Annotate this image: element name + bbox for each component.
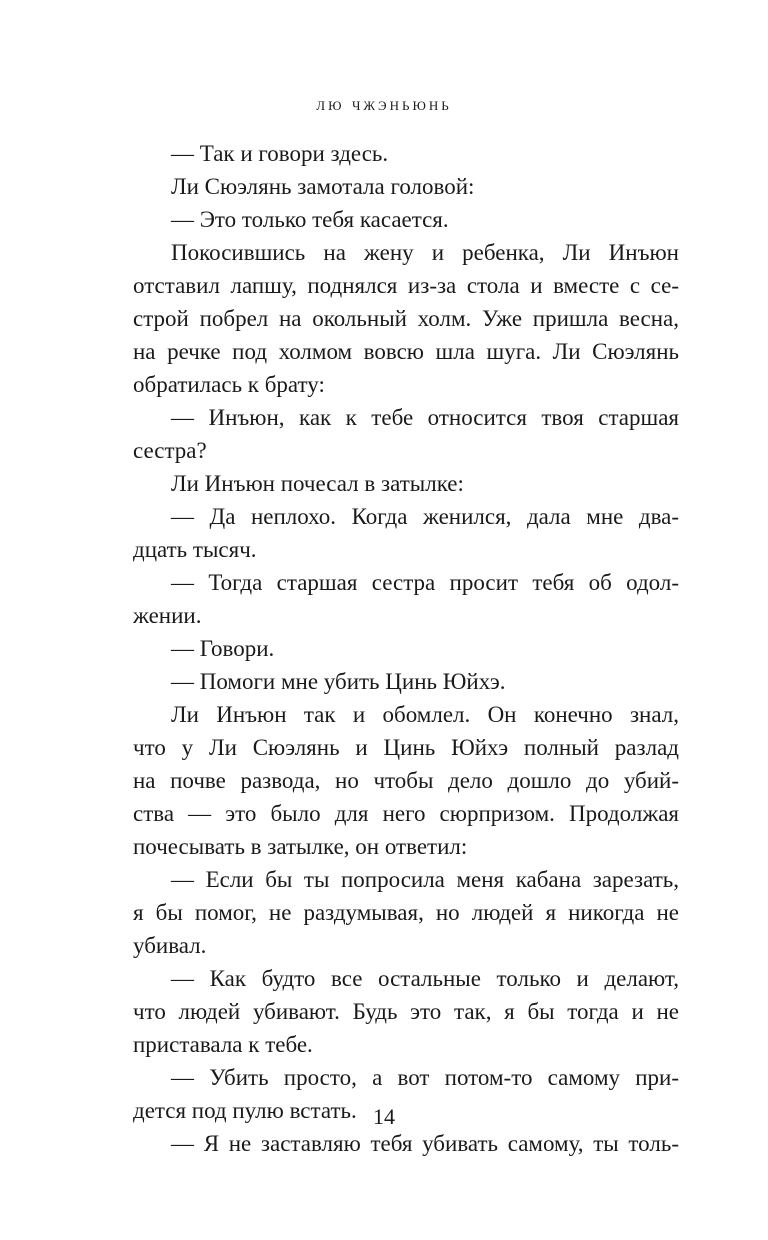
text-line: сестра? <box>133 438 207 463</box>
text-line: — Говори. <box>171 636 275 661</box>
page-number: 14 <box>373 1104 395 1129</box>
text-line: — Это только тебя касается. <box>171 207 449 232</box>
text-line: ства — это было для него сюрпризом. Продолжая <box>133 801 679 826</box>
text-line: убивал. <box>133 933 207 958</box>
text-line: Покосившись на жену и ребенка, Ли Инъюн <box>171 240 679 265</box>
text-line: — Убить просто, а вот потом-то самому при- <box>171 1065 679 1090</box>
text-line: — Инъюн, как к тебе относится твоя старшая <box>171 405 679 430</box>
text-line: почесывать в затылке, он ответил: <box>133 834 468 859</box>
running-head: лю чжэньюнь <box>316 94 452 114</box>
text-line: строй побрел на окольный холм. Уже пришла весна, <box>133 306 679 331</box>
text-line: жении. <box>133 603 202 628</box>
body-text <box>133 137 679 1160</box>
text-line: приставала к тебе. <box>133 1032 313 1057</box>
text-line: что людей убивают. Будь это так, я бы тогда и не <box>133 999 679 1024</box>
text-line: Ли Инъюн так и обомлел. Он конечно знал, <box>171 702 679 727</box>
text-line: на речке под холмом вовсю шла шуга. Ли Сюэлянь <box>133 339 679 364</box>
text-line: отставил лапшу, поднялся из-за стола и вместе с се- <box>133 273 679 298</box>
text-line: что у Ли Сюэлянь и Цинь Юйхэ полный разлад <box>133 735 679 760</box>
text-line: — Так и говори здесь. <box>171 141 389 166</box>
text-line: я бы помог, не раздумывая, но людей я никогда не <box>133 900 679 925</box>
text-line: дется под пулю встать. <box>133 1098 357 1123</box>
text-line: Ли Инъюн почесал в затылке: <box>171 471 464 496</box>
text-line: — Если бы ты попросила меня кабана зарезать, <box>171 867 679 892</box>
text-line: — Да неплохо. Когда женился, дала мне два- <box>171 504 679 529</box>
text-line: дцать тысяч. <box>133 537 257 562</box>
text-line: — Помоги мне убить Цинь Юйхэ. <box>171 669 506 694</box>
text-line: — Как будто все остальные только и делают, <box>171 966 679 991</box>
text-line: Ли Сюэлянь замотала головой: <box>171 174 475 199</box>
text-line: — Я не заставляю тебя убивать самому, ты толь- <box>171 1131 679 1156</box>
text-line: обратилась к брату: <box>133 372 325 397</box>
text-line: — Тогда старшая сестра просит тебя об одол- <box>171 570 679 595</box>
text-line: на почве развода, но чтобы дело дошло до убий- <box>133 768 679 793</box>
